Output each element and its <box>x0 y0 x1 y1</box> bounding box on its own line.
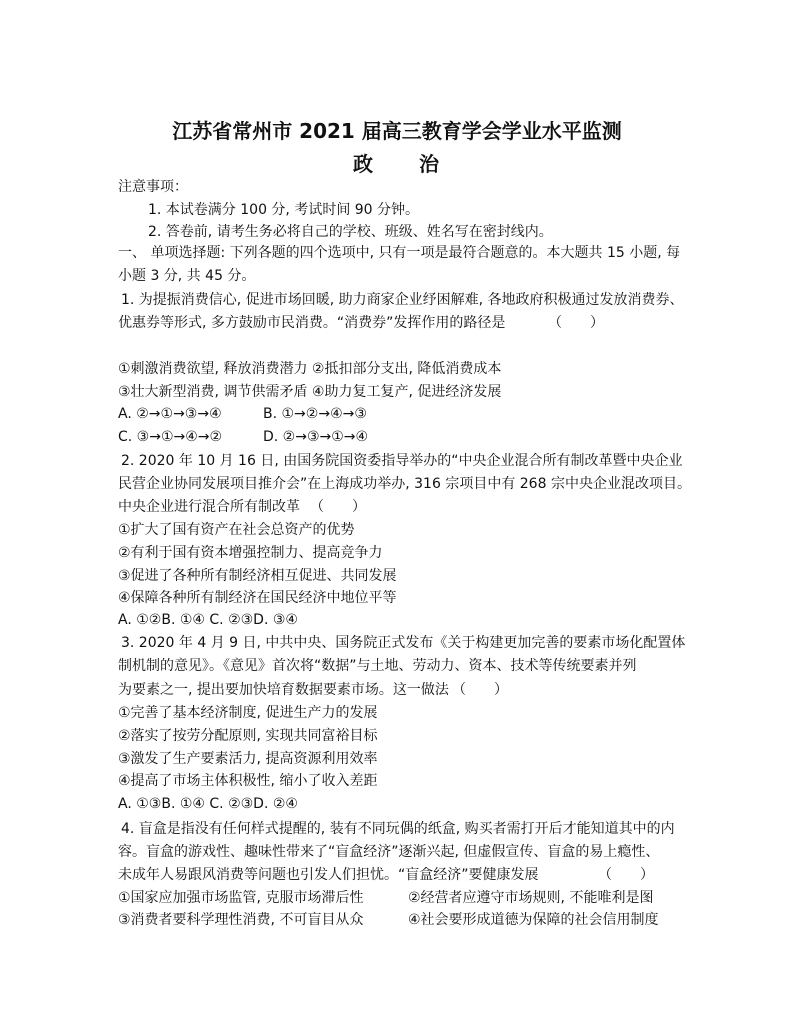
question-2-stem-line: 中央企业进行混合所有制改革 <box>118 499 300 515</box>
question-3-stem-line: 3. 2020 年 4 月 9 日, 中共中央、国务院正式发布《关于构建更加完善的要素市场化配置体 <box>121 635 686 651</box>
question-4-statement: ②经营者应遵守市场规则, 不能唯利是图 <box>408 890 654 906</box>
question-1-option-a: A. ②→①→③→④ <box>118 406 222 422</box>
question-3-stem-line: 为要素之一, 提出要加快培育数据要素市场。这一做法 <box>118 682 449 698</box>
question-4-statement: ④社会要形成道德为保障的社会信用制度 <box>408 912 659 928</box>
question-4-answer-blank: （ ） <box>598 867 654 883</box>
question-4-statement: ①国家应加强市场监管, 克服市场滞后性 <box>118 890 364 906</box>
question-3-statement: ④提高了市场主体积极性, 缩小了收入差距 <box>118 773 378 789</box>
notice-item: 2. 答卷前, 请考生务必将自己的学校、班级、姓名写在密封线内。 <box>148 224 553 240</box>
question-1-option-d: D. ②→③→①→④ <box>263 429 369 445</box>
question-2-stem-line: 2. 2020 年 10 月 16 日, 由国务院国资委指导举办的“中央企业混合所有制改革暨中央企业 <box>121 453 683 469</box>
question-3-statement: ②落实了按劳分配原则, 实现共同富裕目标 <box>118 728 378 744</box>
question-4-stem-line: 未成年人易跟风消费等问题也引发人们担忧。“盲盒经济”要健康发展 <box>118 867 539 883</box>
question-3-statement: ①完善了基本经济制度, 促进生产力的发展 <box>118 705 378 721</box>
notice-heading: 注意事项： <box>118 179 188 195</box>
section-intro-line: 小题 3 分, 共 45 分。 <box>118 268 256 284</box>
question-2-answer-blank: （ ） <box>310 499 366 515</box>
question-3-stem-line: 制机制的意见》。《意见》首次将“数据”与土地、劳动力、资本、技术等传统要素并列 <box>118 658 637 674</box>
question-4-statement: ③消费者要科学理性消费, 不可盲目从众 <box>118 912 364 928</box>
question-3-answer-blank: （ ） <box>452 682 508 698</box>
question-3-options: A. ①③B. ①④ C. ②③D. ②④ <box>118 796 298 812</box>
notice-item: 1. 本试卷满分 100 分, 考试时间 90 分钟。 <box>148 202 420 218</box>
question-4-stem-line: 4. 盲盒是指没有任何样式提醒的, 装有不同玩偶的纸盒, 购买者需打开后才能知道其中的内 <box>121 821 675 837</box>
question-1-statement-line: ③壮大新型消费, 调节供需矛盾 ④助力复工复产, 促进经济发展 <box>118 384 502 400</box>
question-1-stem-line: 1. 为提振消费信心, 促进市场回暖, 助力商家企业纾困解难, 各地政府积极通过发放消费券、 <box>121 292 684 308</box>
question-2-options: A. ①②B. ①④ C. ②③D. ③④ <box>118 612 298 628</box>
section-intro-line: 一、 单项选择题: 下列各题的四个选项中, 只有一项是最符合题意的。本大题共 15 小题, 每 <box>118 245 681 261</box>
question-4-stem-line: 容。盲盒的游戏性、趣味性带来了“盲盒经济”逐渐兴起, 但虚假宣传、盲盒的易上瘾性、 <box>118 844 660 860</box>
question-1-statement-line: ①刺激消费欲望, 释放消费潜力 ②抵扣部分支出, 降低消费成本 <box>118 361 502 377</box>
question-2-statement: ②有利于国有资本增强控制力、提高竞争力 <box>118 545 383 561</box>
question-2-statement: ①扩大了国有资产在社会总资产的优势 <box>118 522 355 538</box>
question-3-statement: ③激发了生产要素活力, 提高资源利用效率 <box>118 751 378 767</box>
question-2-stem-line: 民营企业协同发展项目推介会”在上海成功举办, 316 宗项目中有 268 宗中央企业混改项目。 <box>118 476 691 492</box>
subject-title: 政 治 <box>353 152 441 176</box>
question-1-answer-blank: （ ） <box>548 315 604 331</box>
question-2-statement: ④保障各种所有制经济在国民经济中地位平等 <box>118 590 397 606</box>
question-1-stem-line: 优惠券等形式, 多方鼓励市民消费。“消费券”发挥作用的路径是 <box>118 315 506 331</box>
exam-title: 江苏省常州市 2021 届高三教育学会学业水平监测 <box>172 119 622 143</box>
question-1-option-b: B. ①→②→④→③ <box>263 406 367 422</box>
question-1-option-c: C. ③→①→④→② <box>118 429 223 445</box>
question-2-statement: ③促进了各种所有制经济相互促进、共同发展 <box>118 568 397 584</box>
